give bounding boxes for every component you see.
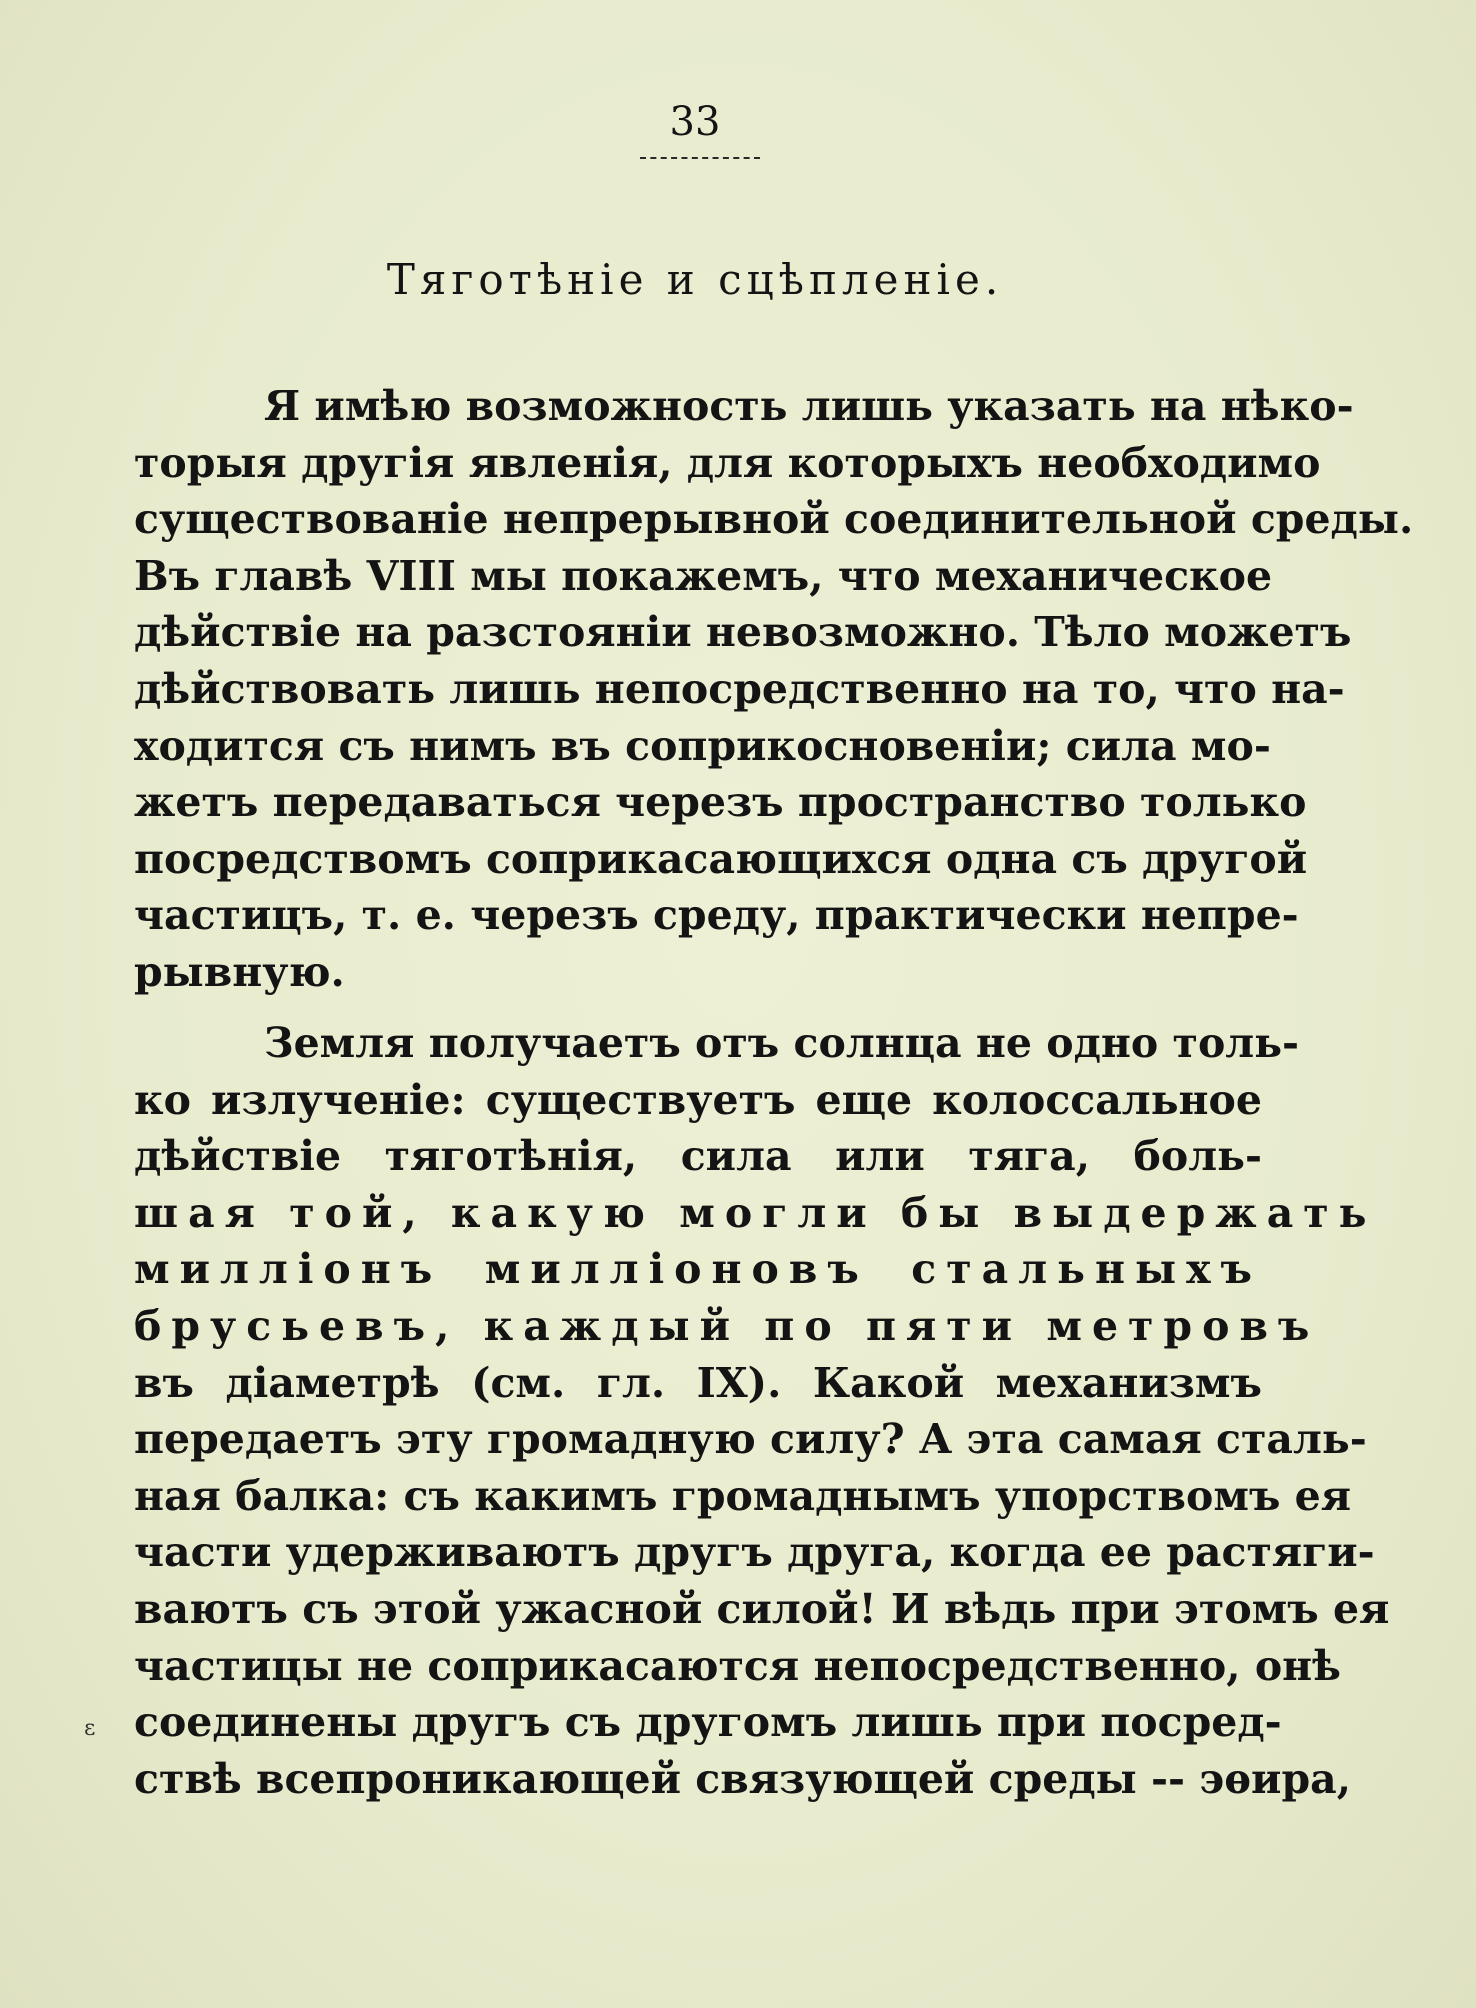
text-line: ная балка: съ какимъ громаднымъ упорствомъ ея [134,1471,1352,1520]
text-line: въ діаметрѣ (см. гл. IX). Какой механизмъ [134,1358,1262,1407]
text-line: торыя другія явленія, для которыхъ необходимо [134,438,1321,487]
text-line: частицъ, т. е. черезъ среду, практически непре- [134,891,1299,940]
text-line: Я имѣю возможность лишь указать на нѣко- [264,382,1354,430]
text-line: милліонъ милліоновъ стальныхъ [134,1245,1262,1294]
text-line: шая той, какую могли бы выдержать [134,1188,1377,1237]
text-line: посредствомъ соприкасающихся одна съ другой [134,834,1308,883]
text-line: дѣйствіе на разстояніи невозможно. Тѣло можетъ [134,608,1352,657]
text-line: Земля получаетъ отъ солнца не одно толь- [264,1019,1300,1067]
text-line: существованіе непрерывной соединительной среды. [134,495,1414,544]
text-line: ваютъ съ этой ужасной силой! И вѣдь при этомъ ея [134,1584,1390,1633]
page-number: 33 [669,99,721,145]
text-line: рывную. [134,947,345,996]
paragraph-2 [134,1015,1390,1807]
text-line: ходится съ нимъ въ соприкосновеніи; сила мо- [134,721,1271,770]
paragraph-1 [134,378,1414,1001]
text-line: ко излученіе: существуетъ еще колоссальное [134,1075,1262,1124]
text-line: передаетъ эту громадную силу? А эта самая сталь- [134,1415,1367,1464]
text-line: ствѣ всепроникающей связующей среды -- эѳира, [134,1754,1351,1803]
section-heading: Тяготѣніе и сцѣпленіе. [386,255,1004,304]
margin-mark: ε [84,1716,96,1741]
text-line: брусьевъ, каждый по пяти метровъ [134,1301,1320,1350]
text-line: соединены другъ съ другомъ лишь при посред- [134,1698,1282,1747]
text-line: жетъ передаваться черезъ пространство только [134,778,1307,827]
text-line: дѣйствовать лишь непосредственно на то, что на- [134,664,1345,713]
text-line: части удерживаютъ другъ друга, когда ее растяги- [134,1528,1375,1577]
text-line: частицы не соприкасаются непосредственно, онѣ [134,1641,1341,1690]
text-line: дѣйствіе тяготѣнія, сила или тяга, боль- [134,1132,1262,1181]
text-line: Въ главѣ VIII мы покажемъ, что механическое [134,551,1273,600]
page-number-rule [640,157,760,159]
